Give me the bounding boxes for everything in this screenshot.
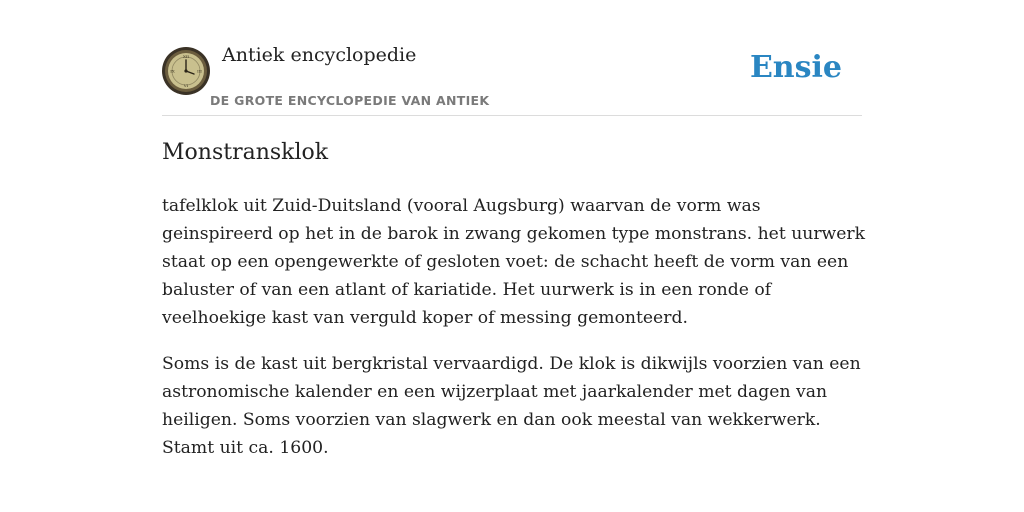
svg-text:XII: XII [182,54,190,59]
article-body [162,192,867,480]
article-paragraph: Soms is de kast uit bergkristal vervaardigd. De klok is dikwijls voorzien van een astronomische kalender en een wijzerplaat met jaarkalender met dagen van heiligen. Soms voorzien van slagwerk en dan ook meestal van wekkerwerk. Stamt uit ca. 1600. [162,354,861,458]
site-tagline: DE GROTE ENCYCLOPEDIE VAN ANTIEK [210,93,490,108]
site-header [162,40,862,116]
article-paragraph: tafelklok uit Zuid-Duitsland (vooral Augsburg) waarvan de vorm was geinspireerd op het in de barok in zwang gekomen type monstrans. het uurwerk staat op een opengewerkte of gesloten voet: de schacht heeft de vorm van een baluster of van een atlant of kariatide. Het uurwerk is in een ronde of veelhoekige kast van verguld koper of messing gemonteerd. [162,196,866,328]
svg-text:VI: VI [183,83,189,88]
site-name[interactable]: Antiek encyclopedie [222,44,417,66]
svg-text:III: III [197,68,202,74]
brand-logo[interactable]: Ensie [749,50,842,85]
clock-icon[interactable] [162,47,210,95]
svg-text:IX: IX [170,68,175,74]
article-title: Monstransklok [162,140,329,165]
